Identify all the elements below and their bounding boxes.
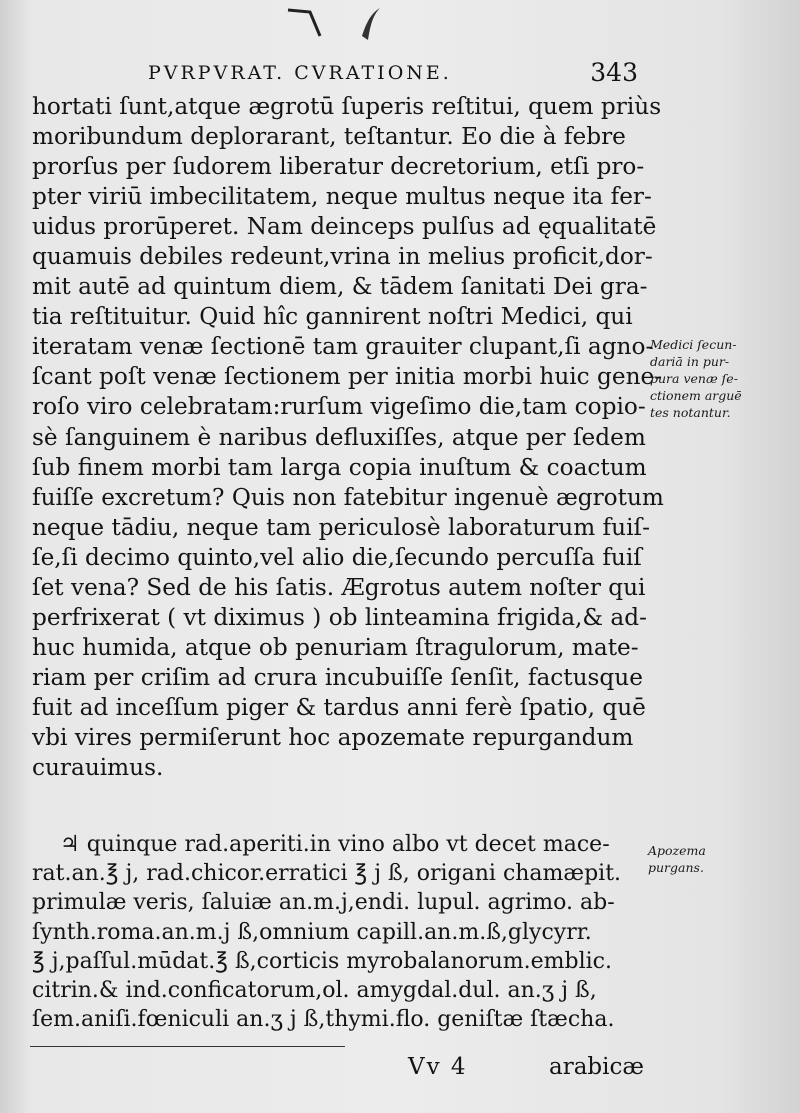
- page-ornament-marks: [280, 6, 390, 46]
- text-line: fuit ad inceſſum piger & tardus anni ferè ſpatio, quē: [32, 693, 646, 721]
- text-line: perfrixerat ( vt diximus ) ob linteamina frigida,& ad-: [32, 603, 647, 631]
- text-line: iteratam venæ ſectionē tam grauiter clupant,ſi agno-: [32, 333, 654, 361]
- running-head: [148, 58, 638, 90]
- signature-mark: Vv 4: [408, 1054, 468, 1080]
- recipe-paragraph: [32, 830, 644, 1034]
- text-line: neque tādiu, neque tam periculosè laboraturum fuiſ-: [32, 513, 650, 541]
- main-paragraph: [32, 92, 664, 783]
- margin-note-line: ctionem arguē: [650, 388, 742, 403]
- text-line: mit autē ad quintum diem, & tādem ſanitati Dei gra-: [32, 273, 648, 301]
- text-line: ſet vena? Sed de his ſatis. Ægrotus autem noſter qui: [32, 573, 646, 601]
- margin-note-line: tes notantur.: [650, 405, 731, 420]
- catchword: arabicæ: [549, 1054, 644, 1080]
- text-line: ſem.aniſi.fœniculi an.ʒ j ß,thymi.flo. geniſtæ ſtæcha.: [32, 1007, 615, 1033]
- text-line: citrin.& ind.conficatorum,ol. amygdal.dul. an.ʒ j ß,: [32, 977, 597, 1003]
- text-line: fuiſſe excretum? Quis non fatebitur ingenuè ægrotum: [32, 483, 664, 511]
- text-line: rat.an.℥ j, rad.chicor.erratici ℥ j ß, origani chamæpit.: [32, 861, 622, 887]
- text-line: ♃ quinque rad.aperiti.in vino albo vt decet mace-: [60, 832, 610, 857]
- text-line: ℥ j,paſſul.mūdat.℥ ß,corticis myrobalanorum.emblic.: [32, 948, 612, 974]
- margin-note-line: dariā in pur-: [650, 354, 730, 369]
- footer-rule: [30, 1046, 345, 1047]
- text-line: ſub finem morbi tam larga copia inuſtum & coactum: [32, 453, 647, 481]
- margin-note-line: pura venæ ſe-: [650, 371, 738, 386]
- text-line: riam per criſim ad crura incubuiſſe ſenſit, factusque: [32, 663, 643, 691]
- margin-note-line: purgans.: [648, 860, 704, 875]
- text-line: vbi vires permiſerunt hoc apozemate repurgandum: [32, 723, 634, 751]
- page-footer: [32, 1050, 644, 1084]
- text-line: moribundum deplorarant, teſtantur. Eo die à febre: [32, 123, 626, 151]
- text-line: ſe,ſi decimo quinto,vel alio die,ſecundo percuſſa fuiſ: [32, 543, 642, 571]
- text-line: pter viriū imbecilitatem, neque multus neque ita fer-: [32, 183, 652, 211]
- margin-note-medici: [650, 336, 770, 421]
- running-head-title: PVRPVRAT. CVRATIONE.: [148, 62, 452, 84]
- text-line: ſcant poſt venæ ſectionem per initia morbi huic gene-: [32, 363, 663, 391]
- margin-note-apozema: [648, 842, 768, 876]
- text-line: ſynth.roma.an.m.j ß,omnium capill.an.m.ß,glycyrr.: [32, 919, 592, 945]
- text-line: hortati ſunt,atque ægrotū ſuperis reſtitui, quem priùs: [32, 93, 662, 120]
- text-line: tia reſtituitur. Quid hîc gannirent noſtri Medici, qui: [32, 303, 633, 331]
- margin-note-line: Apozema: [648, 843, 706, 858]
- text-line: uidus prorūperet. Nam deinceps pulſus ad ęqualitatē: [32, 213, 657, 241]
- text-line: curauimus.: [32, 754, 164, 782]
- text-line: roſo viro celebratam:rurſum vigeſimo die,tam copio-: [32, 393, 646, 421]
- text-line: huc humida, atque ob penuriam ſtragulorum, mate-: [32, 633, 639, 661]
- margin-note-line: Medici ſecun-: [650, 337, 737, 352]
- text-line: prorſus per ſudorem liberatur decretorium, etſi pro-: [32, 153, 645, 181]
- text-line: sè ſanguinem è naribus defluxiſſes, atque per ſedem: [32, 423, 646, 451]
- text-line: quamuis debiles redeunt,vrina in melius proficit,dor-: [32, 243, 653, 271]
- text-line: primulæ veris, ſaluiæ an.m.j,endi. lupul. agrimo. ab-: [32, 890, 615, 916]
- page-number: 343: [590, 58, 638, 87]
